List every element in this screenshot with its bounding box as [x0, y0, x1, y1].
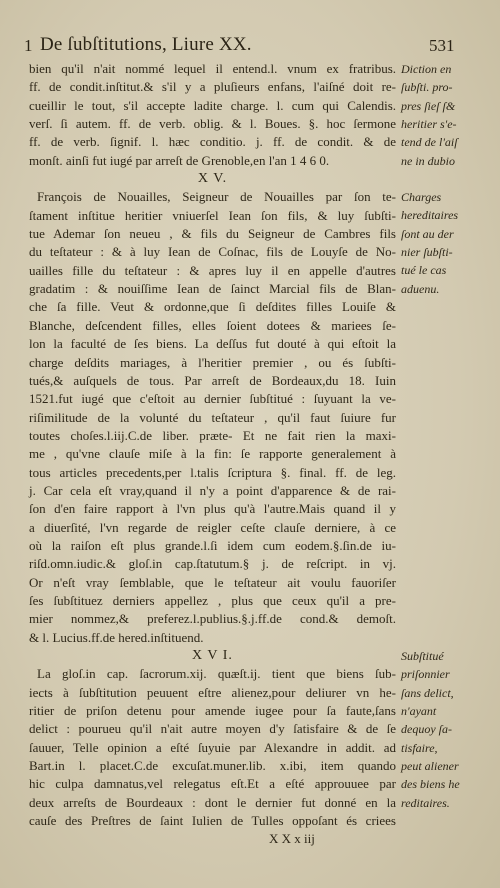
running-title: De ſubſtitutions, Liure XX. [40, 34, 252, 55]
margin-line: Subſtitué [401, 649, 444, 663]
margin-line: pres ſieſ ſ& [401, 98, 456, 113]
margin-line: peut aliener [401, 759, 459, 774]
text-line: La gloſ.in cap. ſacrorum.xij. quæſt.ij. tient que biens ſub- [37, 666, 396, 682]
text-line: Bart.in l. placet.C.de excuſat.muner.lib. x.ibi, item quando [29, 758, 396, 774]
text-line: bien qu'il n'ait nommé lequel il entend.l. vnum ex fratribus. [29, 61, 396, 76]
margin-line: tend de l'aiſ [401, 135, 458, 150]
text-line: ſtament inſtitue heritier vniuerſel Iean ſon fils, & luy ſubſti- [29, 207, 396, 223]
signature-mark: X X x iij [269, 831, 315, 847]
text-line: ſes ſubſtituez derniers appellez , plus que ceux qu'il a pre- [29, 592, 396, 608]
text-line: gradatim : & nouiſſime Iean de ſainct Marcial fils de Blan- [29, 281, 396, 297]
text-line: cauſe des Preſtres de ſaint Iulien de Tulles oppoſant és criees [29, 813, 396, 829]
margin-line: dequoy ſa- [401, 722, 452, 737]
margin-line: ne in dubio [401, 153, 455, 168]
text-line: monſt. ainſi fut iugé par arreſt de Grenoble,en l'an 1 4 6 0. [29, 152, 330, 168]
text-line: ff. de condit.inſtitut.& s'il y a pluſieurs enfans, l'aiſné doit re- [29, 79, 396, 95]
section-heading: X V I. [192, 648, 233, 663]
text-line: mier nommez,& preferez.l.publius.§.j.ff.de cond.& demoſt. [29, 611, 396, 627]
margin-line: aduenu. [401, 281, 440, 296]
margin-line: heritier s'e- [401, 117, 457, 132]
page-header [24, 34, 484, 58]
text-line: tous articles precedents,per l.talis ſcriptura §. final. ff. de leg. [29, 464, 396, 480]
margin-line: Charges [401, 190, 442, 204]
text-line: où la raiſon eſt plus grande.l.ſi idem cum eodem.§.ſin.de iu- [29, 537, 396, 553]
section-heading: X V. [197, 171, 228, 187]
text-line: François de Nouailles, Seigneur de Nouailles par ſon te- [37, 189, 396, 205]
margin-line: nier ſubſti- [401, 245, 453, 260]
text-line: deux arreſts de Bourdeaux : dont le dernier fut donné en la [29, 794, 396, 810]
text-line: ritier de priſon detenu pour amende iugee pour ſa faute,ſans [29, 703, 396, 719]
text-line: uailles fille du teſtateur : & apres luy il en appelle d'autres [29, 262, 396, 278]
margin-line: tué le cas [401, 263, 447, 278]
margin-line: n'ayant [401, 704, 437, 719]
text-line: che ſa fille. Veut & ordonne,que ſi deſdites filles Louiſe & [29, 299, 396, 315]
margin-note-charges [401, 188, 493, 298]
text-line: ff. de verb. ſignif. l. hæc conditio. j. ff. de condit. & de [29, 134, 396, 150]
text-line: a diuerſité, l'vn regarde de reigler ceſte clauſe derniere, à ce [29, 519, 396, 535]
text-line: Blanche, deſcendent filles, elles ſoient dotees & mariees ſe- [29, 317, 396, 333]
text-line: j. Car cela eſt vray,quand il n'y a point d'apparence & de rai- [29, 482, 396, 498]
margin-line: ſans delict, [401, 685, 454, 700]
margin-line: des biens he [401, 777, 460, 792]
margin-line: Diction en [401, 62, 452, 76]
margin-line: reditaires. [401, 795, 450, 810]
margin-line: hereditaires [401, 208, 459, 223]
text-line: toutes choſes.l.iij.C.de liber. præte- Et ne fait rien la maxi- [29, 427, 396, 443]
margin-line: tisfaire, [401, 740, 438, 755]
margin-note-substitue [401, 647, 493, 812]
text-line: charge deſdits mariages, à l'heritier premier , ou és ſubſti- [29, 354, 396, 370]
margin-line: ſont au der [401, 226, 454, 241]
text-line: iects à ſubſtitution peuuent eſtre alienez,pour deliurer vn he- [29, 684, 396, 700]
text-line: cueillir le tout, s'il accepte ladite charge. l. cum qui Calendis. [29, 97, 396, 113]
text-line: lon la faculté de ſes biens. La deſſus fut douté à qui eſtoit la [29, 336, 396, 352]
text-line: tue Ademar ſon neueu , & fils du Seigneur de Cambres fils [29, 226, 396, 242]
main-text-block [29, 60, 396, 849]
margin-line: ſubſti. pro- [401, 80, 453, 95]
text-line: 1521.fut iugé que c'eſtoit au dernier ſubſtitué : ſuyuant la ve- [29, 391, 396, 407]
text-line: ſauuer, Telle opinion a eſté ſuyuie par Alexandre in addit. ad [29, 739, 396, 755]
text-line: me , qu'vne clauſe miſe à la fin: ſe rapporte generalement à [29, 446, 396, 462]
text-line: riſd.omn.iudic.& gloſ.in cap.ſtatutum.§ j. de reſcript. in vj. [29, 556, 396, 572]
text-line: ſon d'en faire rapport à l'vn plus qu'à l'autre.Mais quand il y [29, 501, 396, 517]
text-line: & l. Lucius.ff.de hered.inſtituend. [29, 629, 204, 645]
text-line: tués,& auſquels de tous. Par arreſt de Bordeaux,du 18. Iuin [29, 372, 396, 388]
page-number: 531 [429, 36, 455, 55]
text-line: hic culpa damnatus,vel relegatus eſt.Et a eſté approuuee par [29, 776, 396, 792]
text-line: delict : pourueu qu'il n'ait autre moyen d'y ſatisfaire & de ſe [29, 721, 396, 737]
text-line: du teſtateur : & à luy Iean de Coſnac, fils de Louyſe de No- [29, 244, 396, 260]
margin-note-diction [401, 60, 493, 170]
margin-line: priſonnier [401, 667, 450, 682]
text-line: verſ. ſi autem. ff. de verb. oblig. & l. Boues. §. hoc ſermone [29, 116, 396, 132]
text-line: Or n'eſt vray ſemblable, que le teſtateur ait voulu fauoriſer [29, 574, 396, 590]
text-line: riſimilitude de la volunté du teſtateur , qu'il faut ſuiure fur [29, 409, 396, 425]
header-number: 1 [24, 36, 33, 55]
